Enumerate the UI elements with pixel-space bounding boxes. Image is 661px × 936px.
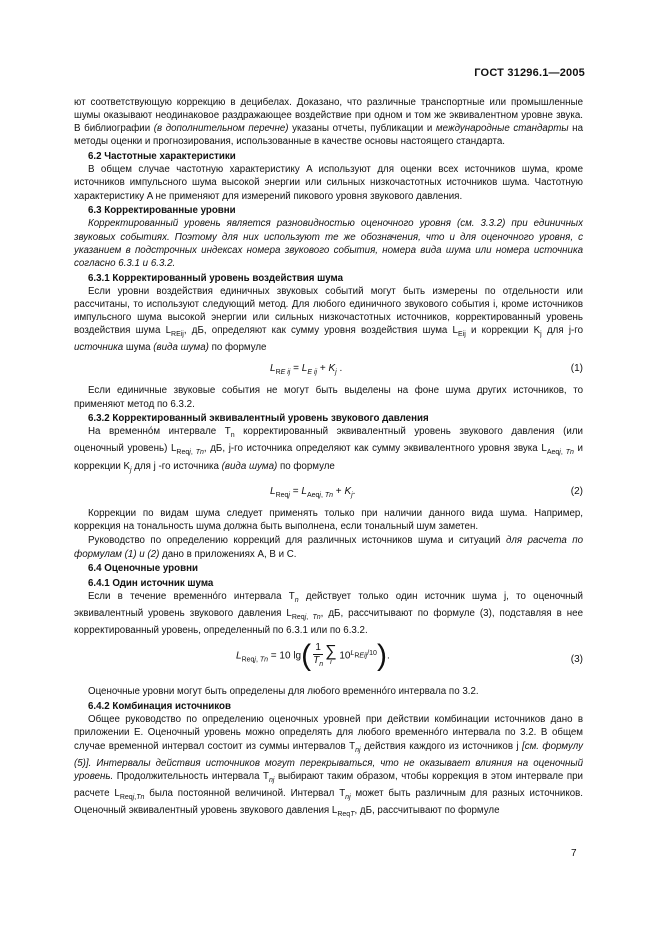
section-6-3-paragraph: Корректированный уровень является разновидностью оценочного уровня (см. 3.3.2) при единичных звуковых событиях. Поэтому для них используют те же обозначения, что и для оценочного уровня, с указанием в подстрочных индексах номера звукового события, номера вида шума или номера источника согласно 6.3.1 и 6.3.2. [74,218,583,269]
formula-2-number: (2) [570,485,583,497]
section-6-2-heading: 6.2 Частотные характеристики [88,151,236,163]
section-6-3-2-paragraph: На временно́м интервале $T_n$ корректированный эквивалентный уровень звукового давления (или оценочный уровень) $L_{Reqj, Tn}$, дБ, j-го источника определяют как сумму эквивалентного уровня звука $L_{Aeqj, Tn}$ и коррекции $K_j$ для j -го источника (вида шума) по формуле [74,426,583,474]
section-6-4-2-heading: 6.4.2 Комбинация источников [88,701,231,713]
section-6-4-2-paragraph: Общее руководство по определению оценочных уровней при действии комбинации источников дано в приложении Е. Оценочный уровень можно определять для любого временно́го интервала по 3.2. В общем случае временной интервал состоит из суммы интервалов $T_{nj}$ действия каждого из источников j [см. формулу (5)]. Интервалы действия источников могут перекрываться, что не оказывает влияния на оценочный уровень. Продолжительность интервала $T_{nj}$ выбирают таким образом, чтобы коррекция в этом интервале при расчете $L_{Reqj,Tn}$ была постоянной величиной. Интервал $T_{nj}$ может быть различным для разных источников. Оценочный эквивалентный уровень звукового давления $L_{ReqT}$, дБ, рассчитывают по формуле [74,714,584,818]
section-6-3-2-paragraph-2: Коррекции по видам шума следует применять только при наличии данного вида шума. Например, коррекция на тональность шума должна быть выполнена, если тональный шум заметен. [74,507,583,532]
formula-1-number: (1) [570,363,583,375]
section-6-3-1-heading: 6.3.1 Корректированный уровень воздействия шума [88,272,344,284]
intro-paragraph: ют соответствующую коррекцию в децибелах. Доказано, что различные транспортные или промышленные шумы оказывают неодинаковое раздражающее воздействие при одном и том же эквивалентном уровне звука. В библиографии (в дополнительном перечне) указаны отчеты, публикации и международные стандарты на методы оценки и прогнозирования, использованные в качестве основы настоящего стандарта. [74,97,583,148]
formula-1-expression: $L_{RE ij} = L_{E ij} + K_j$ . [270,363,343,377]
formula-3-expression: $L_{Reqj, Tn} = 10$ lg( $\frac{1}{T_n}$ ∑ i $10^{L_{REij}/10}$). [236,639,390,673]
section-6-3-2-heading: 6.3.2 Корректированный эквивалентный уровень звукового давления [88,413,429,425]
section-6-3-1-paragraph: Если уровни воздействия единичных звуковых событий могут быть измерены по отдельности или рассчитаны, то используют следующий метод. Для любого единичного звукового события i, кроме источников импульсного шума высокой энергии или сильных низкочастотных источников, корректированный уровень воздействия шума $L_{REij}$, дБ, определяют как сумму уровня воздействия шума $L_{Eij}$ и коррекции $K_j$ для j-го источника шума (вида шума) по формуле [74,285,584,354]
section-6-4-1-heading: 6.4.1 Один источник шума [88,577,214,589]
formula-3 [74,639,583,683]
standard-header: ГОСТ 31296.1—2005 [474,67,585,79]
formula-1 [74,356,583,382]
section-6-2-paragraph: В общем случае частотную характеристику A используют для оценки всех источников шума, кроме источников импульсного шума высокой энергии или сильных низкочастотных источников шума. Частотную характеристику A не применяют для измерений пикового уровня звукового давления. [74,164,583,202]
section-6-4-1-paragraph-2: Оценочные уровни могут быть определены для любого временно́го интервала по 3.2. [88,686,479,698]
page-number: 7 [571,848,577,859]
formula-2 [74,479,583,505]
section-6-3-1-paragraph-2: Если единичные звуковые события не могут быть выделены на фоне шума других источников, то применяют метод по 6.3.2. [74,385,583,410]
section-6-4-heading: 6.4 Оценочные уровни [88,563,198,575]
page-content [74,96,583,821]
formula-2-expression: $L_{Reqj} = L_{Aeqj, Tn} + K_j$. [270,485,356,499]
section-6-3-2-paragraph-3: Руководство по определению коррекций для различных источников шума и ситуаций для расчета по формулам (1) и (2) дано в приложениях А, В и С. [74,535,583,560]
section-6-3-heading: 6.3 Корректированные уровни [88,205,236,217]
section-6-4-1-paragraph: Если в течение временно́го интервала $T_n$ действует только один источник шума j, то оценочный эквивалентный уровень звукового давления $L_{Reqj, Tn}$, дБ, рассчитывают по формуле (3), подставляя в нее корректированный уровень, определенный по 6.3.1 или по 6.3.2. [74,591,584,637]
formula-3-number: (3) [570,654,583,666]
